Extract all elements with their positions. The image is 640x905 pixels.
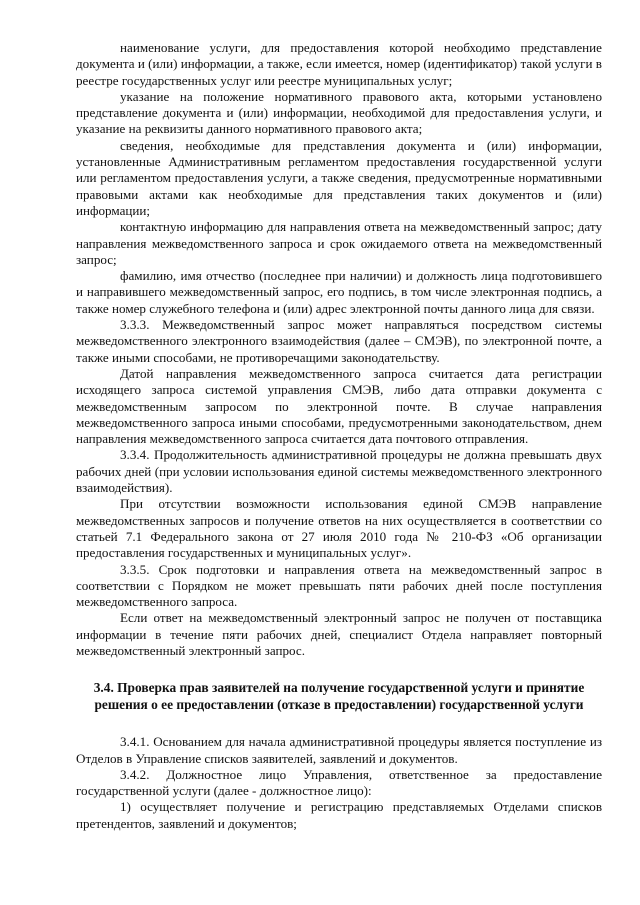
paragraph-request-date: Датой направления межведомственного запроса считается дата регистрации исходящего запроса системой управления СМЭВ, либо дата отправки документа с межведомственным запросом по электронной почте. В случае направления межведомственного запроса иными способами, предусмотренными законодательством, днем направления межведомственного запроса считается дата почтового отправления. [76,365,602,447]
section-heading-3-4: 3.4. Проверка прав заявителей на получение государственной услуги и принятие решения о ее предоставлении (отказе в предоставлении) государственной услуги [93,680,585,712]
paragraph-smev-absence: При отсутствии возможности использования единой СМЭВ направление межведомственных запросов и получение ответов на них осуществляется в соответствии со статьей 7.1 Федерального закона от 27 июля 2010 года № 210-ФЗ «Об организации предоставления государственных и муниципальных услуг». [76,496,602,561]
paragraph-repeat-request: Если ответ на межведомственный электронный запрос не получен от поставщика информации в течение пяти рабочих дней, специалист Отдела направляет повторный межведомственный электронный запрос. [76,610,602,658]
paragraph-required-information: сведения, необходимые для представления документа и (или) информации, установленные Административным регламентом предоставления государственной услуги или регламентом предоставления услуги, а также сведения, предусмотренные нормативными правовыми актами как необходимые для представления таких документов и (или) информации; [76,137,602,218]
paragraph-3-3-4: 3.3.4. Продолжительность административной процедуры не должна превышать двух рабочих дней (при условии использования единой системы межведомственного электронного взаимодействия). [76,447,602,496]
list-item-1: 1) осуществляет получение и регистрацию представляемых Отделами списков претендентов, заявлений и документов; [76,799,602,831]
paragraph-3-4-1: 3.4.1. Основанием для начала административной процедуры является поступление из Отделов в Управление списков заявителей, заявлений и документов. [76,734,602,766]
paragraph-3-4-2: 3.4.2. Должностное лицо Управления, ответственное за предоставление государственной услуги (далее - должностное лицо): [76,766,602,799]
paragraph-3-3-3: 3.3.3. Межведомственный запрос может направляться посредством системы межведомственного электронного взаимодействия (далее – СМЭВ), по электронной почте, а также иными способами, не противоречащими законодательству. [76,317,602,365]
paragraph-service-name: наименование услуги, для предоставления которой необходимо представление документа и (или) информации, а также, если имеется, номер (идентификатор) такой услуги в реестре государственных услуг или реестре муниципальных услуг; [76,40,602,88]
paragraph-official-details: фамилию, имя отчество (последнее при наличии) и должность лица подготовившего и направившего межведомственный запрос, его подпись, в том числе электронная подпись, а также номер служебного телефона и (или) адрес электронной почты данного лица для связи. [76,268,602,316]
paragraph-contact-information: контактную информацию для направления ответа на межведомственный запрос; дату направления межведомственного запроса и срок ожидаемого ответа на межведомственный запрос; [76,219,602,267]
paragraph-3-3-5: 3.3.5. Срок подготовки и направления ответа на межведомственный запрос в соответствии с Порядком не может превышать пяти рабочих дней после поступления межведомственного запроса. [76,561,602,610]
paragraph-legal-act-reference: указание на положение нормативного правового акта, которыми установлено представление документа и (или) информации, необходимой для предоставления услуги, и указание на реквизиты данного нормативного правового акта; [76,88,602,137]
